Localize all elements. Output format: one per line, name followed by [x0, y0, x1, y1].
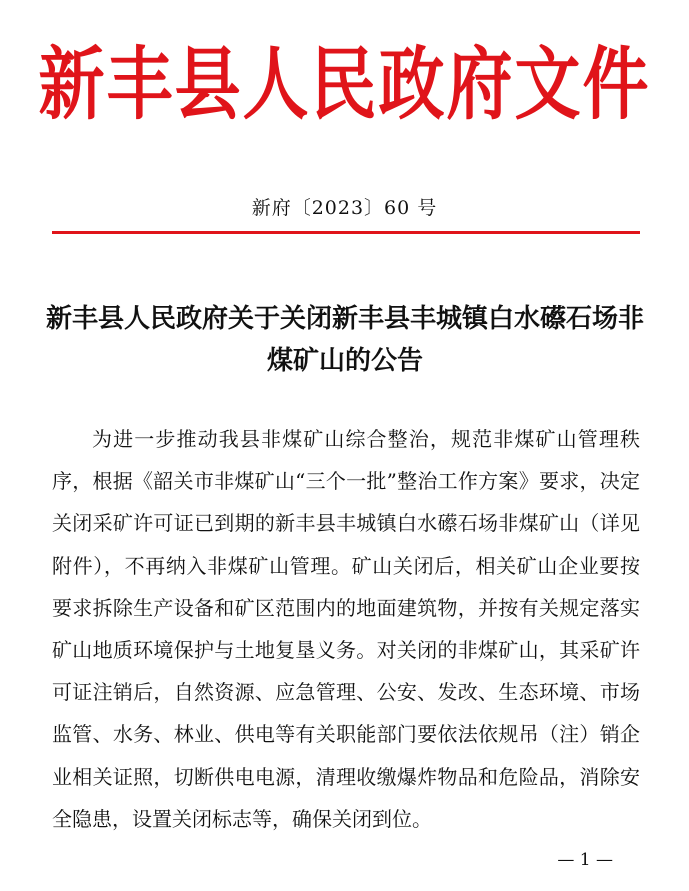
document-title: 新丰县人民政府关于关闭新丰县丰城镇白水礤石场非煤矿山的公告 [45, 304, 644, 376]
red-divider-line [52, 231, 640, 234]
document-number: 新府〔2023〕60 号 [251, 197, 438, 219]
page-number: — 1 — [557, 850, 613, 870]
document-masthead: 新丰县人民政府文件 [38, 37, 651, 131]
body-paragraph: 为进一步推动我县非煤矿山综合整治，规范非煤矿山管理秩序，根据《韶关市非煤矿山“三个一批”整治工作方案》要求，决定关闭采矿许可证已到期的新丰县丰城镇白水礤石场非煤矿山（详见附件），不再纳入非煤矿山管理。矿山关闭后，相关矿山企业要按要求拆除生产设备和矿区范围内的地面建筑物，并按有关规定落实矿山地质环境保护与土地复垦义务。对关闭的非煤矿山，其采矿许可证注销后，自然资源、应急管理、公安、发改、生态环境、市场监管、水务、林业、供电等有关职能部门要依法依规吊（注）销企业相关证照，切断供电电源，清理收缴爆炸物品和危险品，消除安全隐患，设置关闭标志等，确保关闭到位。 [52, 427, 640, 831]
